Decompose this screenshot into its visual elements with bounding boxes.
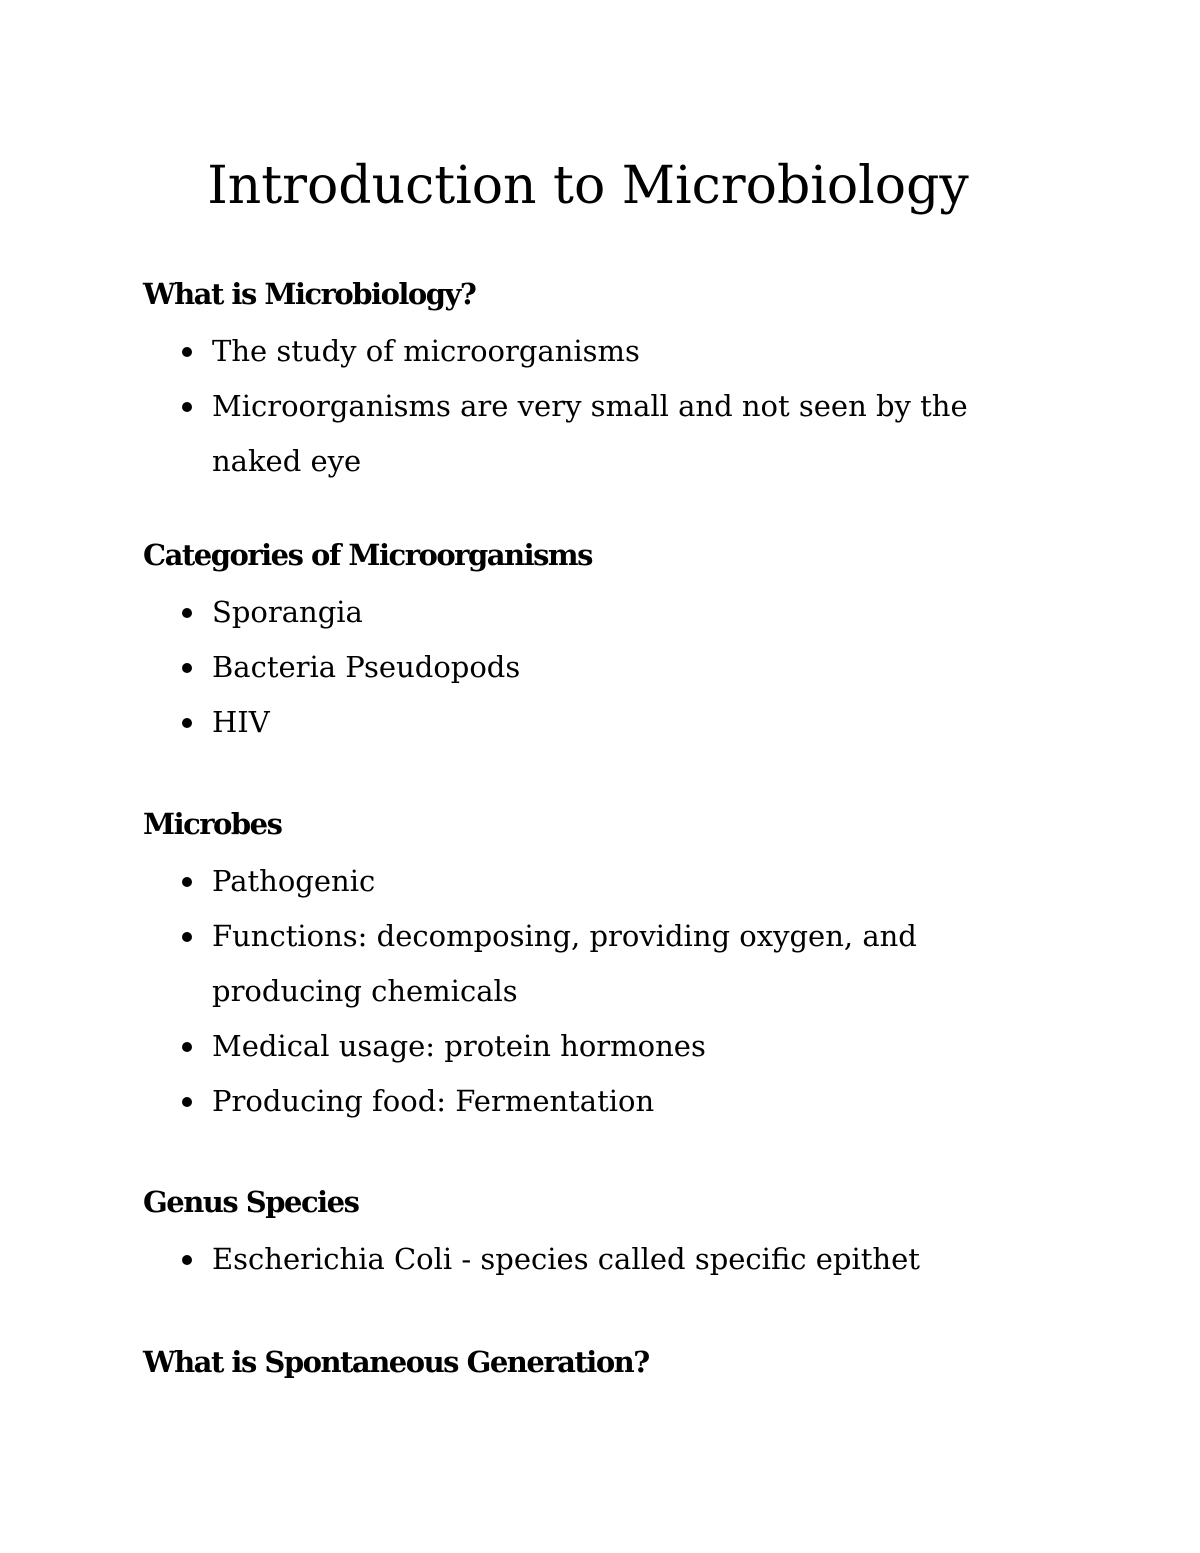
bullet-icon [182, 402, 192, 412]
list-item [143, 1074, 1032, 1129]
section-what-is-microbiology [143, 274, 1043, 489]
section-heading: What is Microbiology? [143, 277, 476, 311]
bullet-list [143, 1232, 1043, 1287]
list-item-text: Pathogenic [212, 864, 376, 898]
list-item [143, 854, 1032, 909]
section-spontaneous-generation [143, 1342, 1043, 1382]
bullet-icon [182, 347, 192, 357]
list-item [143, 1019, 1032, 1074]
bullet-list [143, 854, 1043, 1129]
bullet-icon [182, 663, 192, 673]
list-item [143, 585, 1032, 640]
bullet-icon [182, 1097, 192, 1107]
section-microbes [143, 804, 1043, 1129]
section-heading: What is Spontaneous Generation? [143, 1345, 649, 1379]
bullet-icon [182, 608, 192, 618]
section-heading: Microbes [143, 807, 282, 841]
bullet-icon [182, 932, 192, 942]
section-genus-species [143, 1182, 1043, 1287]
list-item-text: Bacteria Pseudopods [212, 650, 521, 684]
list-item-text: Functions: decomposing, providing oxygen, and producing chemicals [212, 919, 917, 1008]
bullet-icon [182, 718, 192, 728]
bullet-list [143, 585, 1043, 750]
list-item-text: HIV [212, 705, 270, 739]
list-item-text: Sporangia [212, 595, 363, 629]
bullet-icon [182, 1042, 192, 1052]
list-item [143, 324, 1032, 379]
list-item-text: Medical usage: protein hormones [212, 1029, 706, 1063]
bullet-icon [182, 877, 192, 887]
section-heading: Categories of Microorganisms [143, 538, 592, 572]
document-title: Introduction to Microbiology [207, 156, 969, 216]
list-item-text: The study of microorganisms [212, 334, 640, 368]
list-item-text: Escherichia Coli - species called specific epithet [212, 1242, 920, 1276]
section-heading: Genus Species [143, 1185, 359, 1219]
list-item [143, 695, 1032, 750]
list-item [143, 379, 1032, 489]
list-item-text: Microorganisms are very small and not seen by the naked eye [212, 389, 968, 478]
bullet-list [143, 324, 1043, 489]
list-item-text: Producing food: Fermentation [212, 1084, 655, 1118]
list-item [143, 640, 1032, 695]
bullet-icon [182, 1255, 192, 1265]
list-item [143, 909, 1032, 1019]
section-categories-of-microorganisms [143, 535, 1043, 750]
list-item [143, 1232, 1032, 1287]
